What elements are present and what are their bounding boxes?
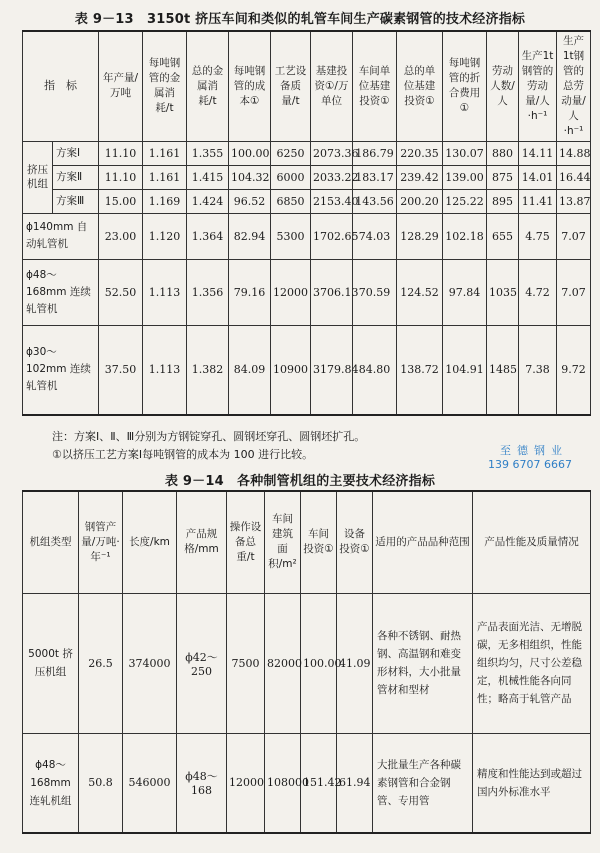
cell: 15.00 [99,189,143,213]
cell: 11.41 [519,189,557,213]
cell: 14.01 [519,165,557,189]
table1-notes [52,428,365,464]
cell: 16.44 [557,165,591,189]
cell: 183.17 [353,165,397,189]
cell: 84.09 [229,325,271,415]
cell: 12000 [227,733,265,833]
header-cell: 钢管产量/万吨·年⁻¹ [79,491,123,593]
cell: 1.382 [187,325,229,415]
table-row [23,141,591,165]
cell: 1.169 [143,189,187,213]
table-row [23,189,591,213]
table1-header-row [23,31,591,141]
row-label: ϕ48～168mm 连轧机组 [23,733,79,833]
cell: 37.50 [99,325,143,415]
cell: 102.18 [443,213,487,259]
product-range: 大批量生产各种碳素钢管和合金钢管、专用管 [373,733,473,833]
cell: 14.11 [519,141,557,165]
quality-desc: 产品表面光洁、无增脱碳，无多相组织，性能组织均匀，尺寸公差稳定，机械性能各向同性；略高于轧管产品 [473,593,591,733]
cell: 11.10 [99,141,143,165]
group-label: 挤压机组 [23,141,53,213]
cell: 74.03 [353,213,397,259]
note-line: ①以挤压工艺方案Ⅰ每吨钢管的成本为 100 进行比较。 [52,448,314,461]
cell: 374000 [123,593,177,733]
cell: 2033.22 [311,165,353,189]
cell: 143.56 [353,189,397,213]
row-label: 5000t 挤压机组 [23,593,79,733]
cell: ϕ48～168 [177,733,227,833]
cell: 3706.13 [311,259,353,325]
header-cell: 工艺设备质量/t [271,31,311,141]
header-cell: 产品规格/mm [177,491,227,593]
watermark-phone: 139 6707 6667 [488,458,572,471]
cell: 79.16 [229,259,271,325]
cell: 4.72 [519,259,557,325]
table1-title: 表 9－13 3150t 挤压车间和类似的轧管车间生产碳素钢管的技术经济指标 [74,12,526,27]
cell: 14.88 [557,141,591,165]
table-row [23,593,591,733]
cell: 3179.84 [311,325,353,415]
cell: 6250 [271,141,311,165]
row-label: 方案Ⅰ [53,141,99,165]
cell: 1702.65 [311,213,353,259]
cell: 130.07 [443,141,487,165]
cell: 5300 [271,213,311,259]
cell: 13.87 [557,189,591,213]
header-cell: 适用的产品品种范围 [373,491,473,593]
cell: 10900 [271,325,311,415]
cell: 100.00 [229,141,271,165]
header-cell: 产品性能及质量情况 [473,491,591,593]
cell: 7.07 [557,213,591,259]
header-cell: 车间投资① [301,491,337,593]
cell: 895 [487,189,519,213]
cell: 2073.36 [311,141,353,165]
cell: 1.355 [187,141,229,165]
cell: 138.72 [397,325,443,415]
cell: 880 [487,141,519,165]
cell: 200.20 [397,189,443,213]
cell: 4.75 [519,213,557,259]
cell: 61.94 [337,733,373,833]
table2-header-row [23,491,591,593]
cell: 1035 [487,259,519,325]
quality-desc: 精度和性能达到或超过国内外标准水平 [473,733,591,833]
watermark [488,444,572,472]
cell: 151.42 [301,733,337,833]
cell: 1.161 [143,165,187,189]
row-label: ϕ140mm 自动轧管机 [23,213,99,259]
header-cell: 每吨钢管的金属消耗/t [143,31,187,141]
cell: 1.424 [187,189,229,213]
cell: 6000 [271,165,311,189]
cell: 239.42 [397,165,443,189]
cell: 7.07 [557,259,591,325]
cell: 97.84 [443,259,487,325]
product-range: 各种不锈钢、耐热钢、高温钢和难变形材料，大小批量管材和型材 [373,593,473,733]
row-label: ϕ48～168mm 连续轧管机 [23,259,99,325]
header-cell: 设备投资① [337,491,373,593]
header-cell: 生产1t钢管的劳动量/人·h⁻¹ [519,31,557,141]
table2-title: 表 9－14 各种制管机组的主要技术经济指标 [164,474,436,489]
note-line: 注：方案Ⅰ、Ⅱ、Ⅲ分别为方钢锭穿孔、圆钢坯穿孔、圆钢坯扩孔。 [52,430,366,443]
cell: 875 [487,165,519,189]
cell: 11.10 [99,165,143,189]
cell: 84.80 [353,325,397,415]
cell: 82000 [265,593,301,733]
cell: 9.72 [557,325,591,415]
cell: 26.5 [79,593,123,733]
cell: 96.52 [229,189,271,213]
header-cell: 车间建筑面积/m² [265,491,301,593]
corner-header: 指 标 [23,31,99,141]
cell: 1.113 [143,259,187,325]
cell: 1485 [487,325,519,415]
cell: 128.29 [397,213,443,259]
cell: 124.52 [397,259,443,325]
cell: 50.8 [79,733,123,833]
header-cell: 操作设备总重/t [227,491,265,593]
cell: 2153.40 [311,189,353,213]
header-cell: 总的单位基建投资① [397,31,443,141]
cell: 546000 [123,733,177,833]
cell: 12000 [271,259,311,325]
table-row [23,259,591,325]
cell: 7500 [227,593,265,733]
cell: 104.32 [229,165,271,189]
cell: 186.79 [353,141,397,165]
cell: 41.09 [337,593,373,733]
row-label: 方案Ⅱ [53,165,99,189]
row-label: 方案Ⅲ [53,189,99,213]
cell: 1.113 [143,325,187,415]
cell: 82.94 [229,213,271,259]
cell: 6850 [271,189,311,213]
table1 [22,30,591,416]
header-cell: 总的金属消耗/t [187,31,229,141]
header-cell: 生产1t钢管的总劳动量/人·h⁻¹ [557,31,591,141]
cell: 100.00 [301,593,337,733]
row-label: ϕ30～102mm 连续轧管机 [23,325,99,415]
header-cell: 长度/km [123,491,177,593]
cell: 220.35 [397,141,443,165]
cell: 7.38 [519,325,557,415]
header-cell: 机组类型 [23,491,79,593]
cell: 1.356 [187,259,229,325]
cell: 104.91 [443,325,487,415]
cell: 125.22 [443,189,487,213]
cell: 108000 [265,733,301,833]
header-cell: 基建投资①/万单位 [311,31,353,141]
cell: 70.59 [353,259,397,325]
cell: 139.00 [443,165,487,189]
table-row [23,733,591,833]
cell: 52.50 [99,259,143,325]
cell: 1.364 [187,213,229,259]
header-cell: 车间单位基建投资① [353,31,397,141]
header-cell: 每吨钢管的成本① [229,31,271,141]
cell: ϕ42～250 [177,593,227,733]
header-cell: 年产量/万吨 [99,31,143,141]
cell: 1.161 [143,141,187,165]
cell: 23.00 [99,213,143,259]
cell: 1.415 [187,165,229,189]
table2 [22,490,591,834]
cell: 1.120 [143,213,187,259]
table-row [23,325,591,415]
table-row [23,213,591,259]
header-cell: 劳动人数/人 [487,31,519,141]
watermark-name: 至德钢业 [500,444,568,457]
header-cell: 每吨钢管的折合费用① [443,31,487,141]
cell: 655 [487,213,519,259]
table-row [23,165,591,189]
